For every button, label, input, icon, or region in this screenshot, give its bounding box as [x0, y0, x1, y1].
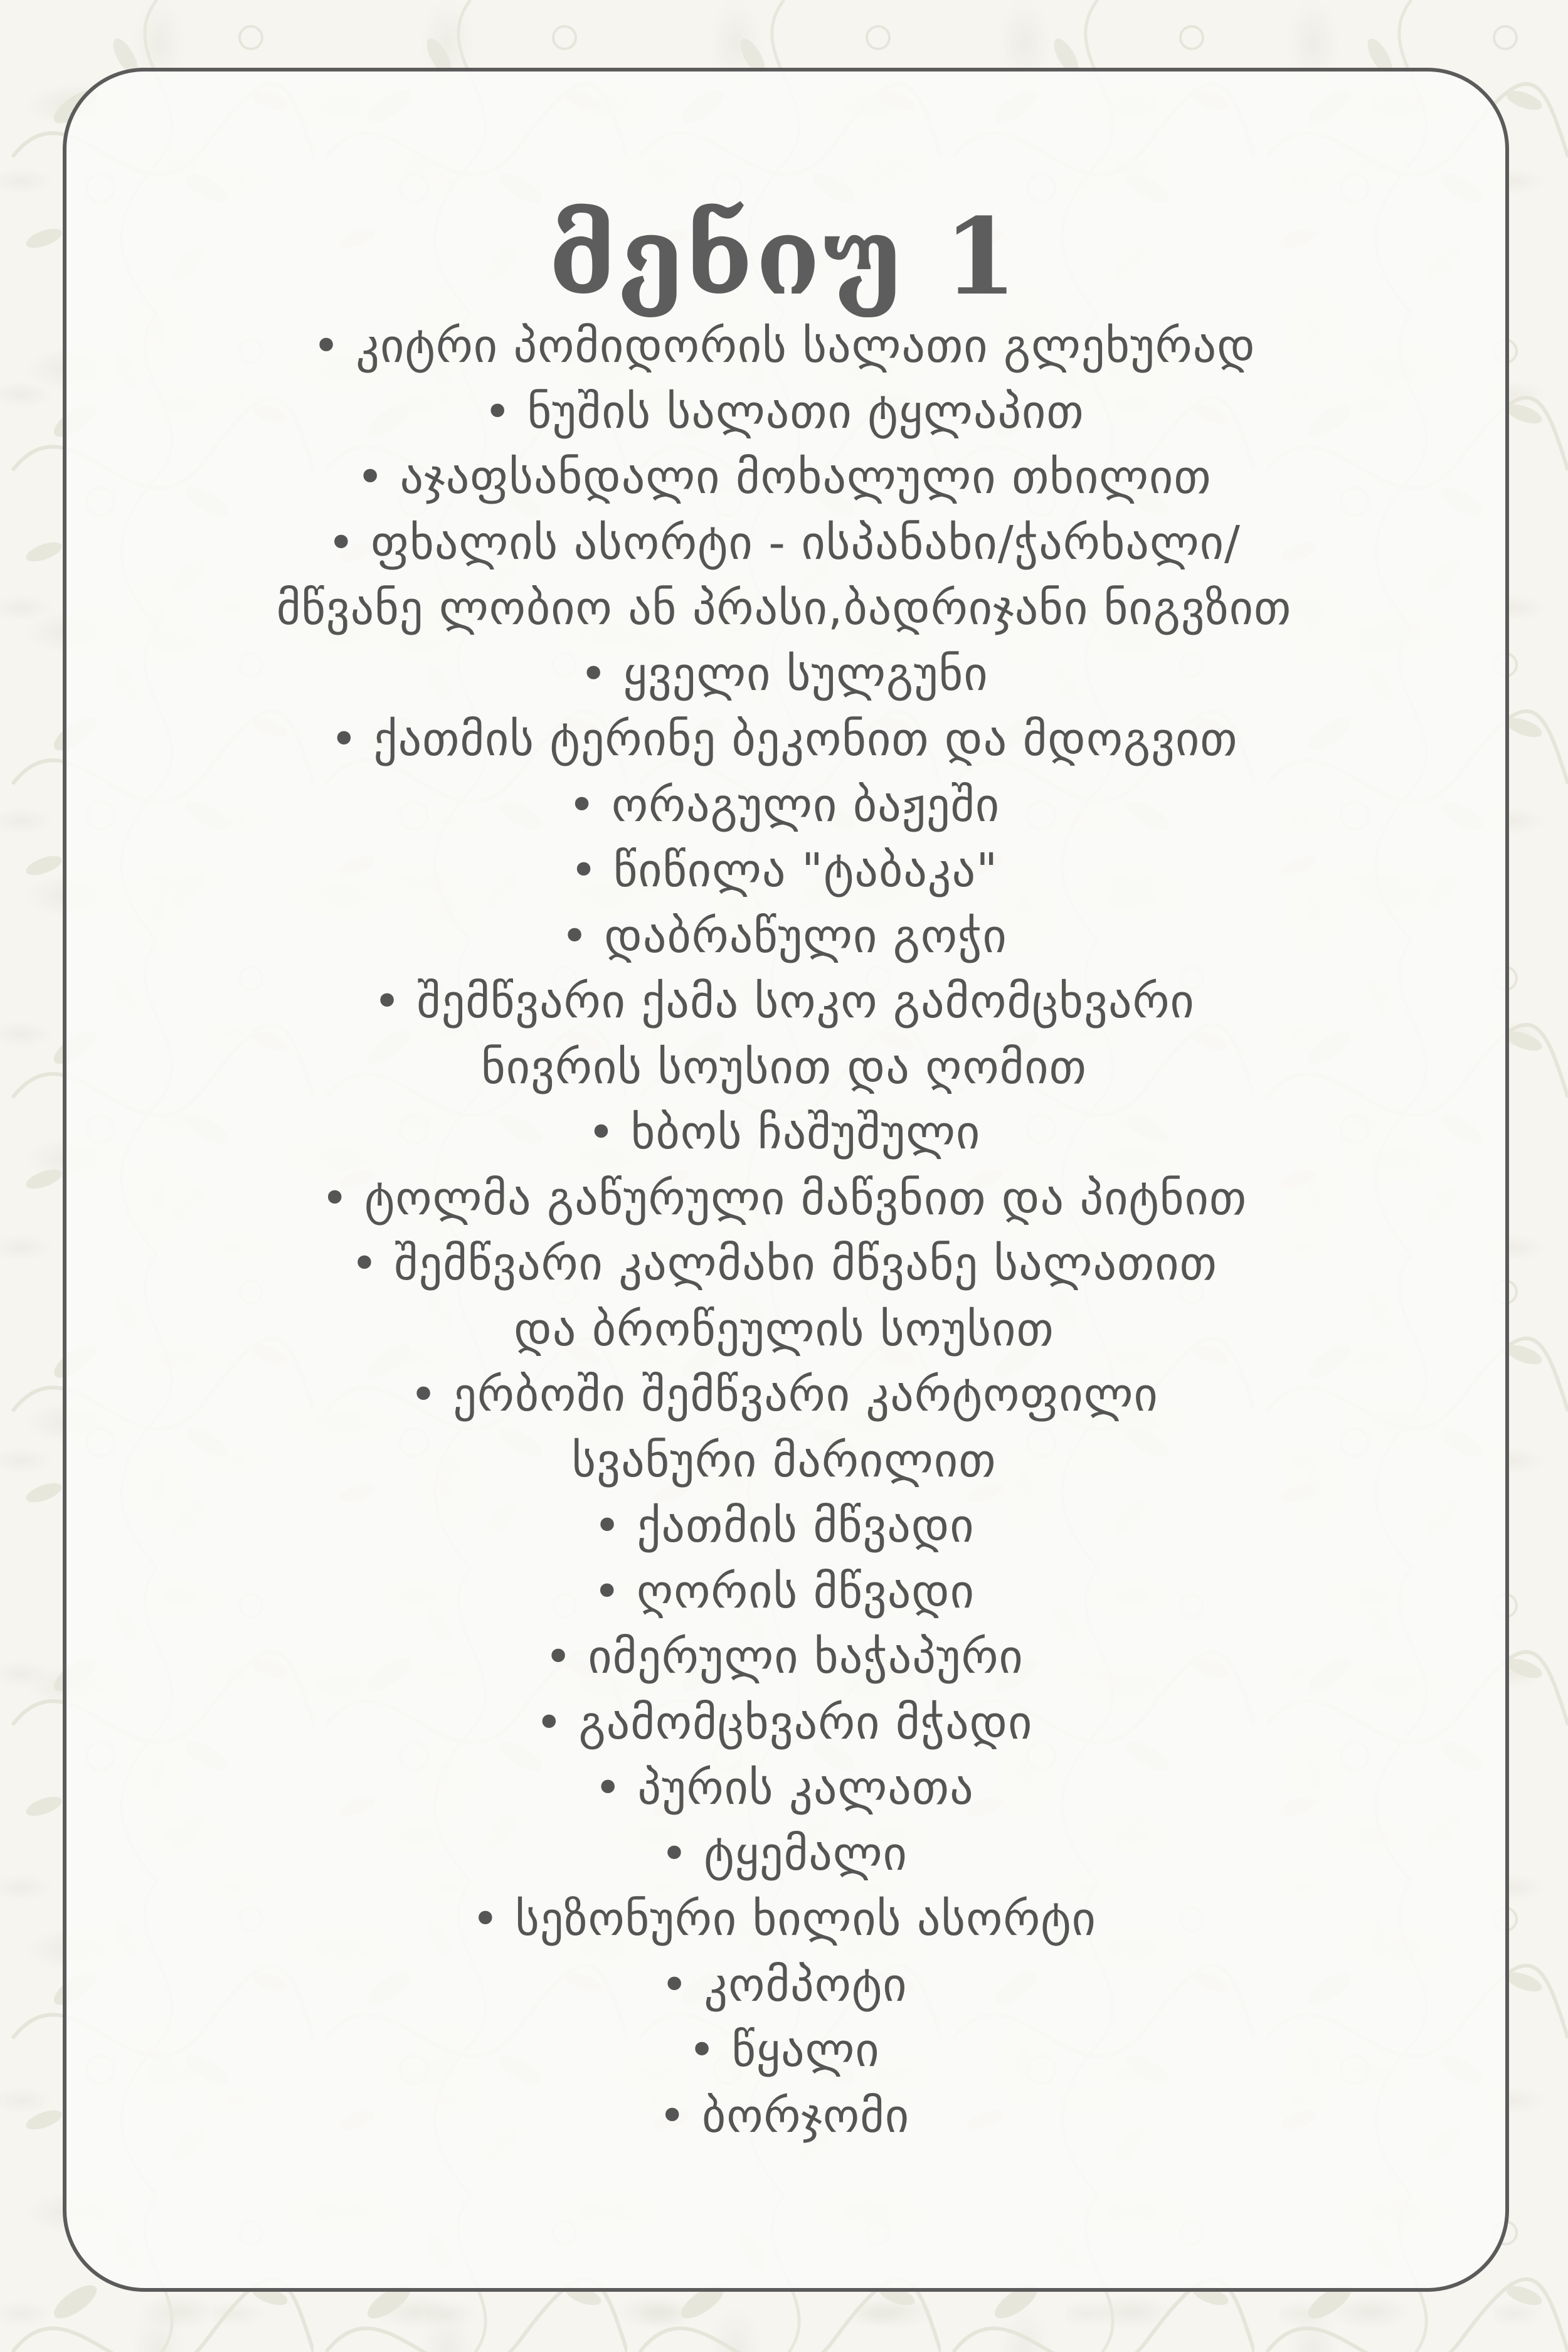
menu-item: • პურის კალათა — [594, 1761, 974, 1815]
menu-item-continuation: მწვანე ლობიო ან პრასი,ბადრიჯანი ნიგვზით — [276, 581, 1292, 635]
menu-item: • წყალი — [688, 2023, 880, 2077]
menu-item: • წიწილა "ტაბაკა" — [569, 844, 999, 898]
menu-item: • ქათმის ტერინე ბეკონით და მდოგვით — [330, 712, 1238, 766]
menu-item: • ორაგული ბაჟეში — [568, 778, 1000, 832]
menu-item: • შემწვარი ქამა სოკო გამომცხვარი — [373, 975, 1195, 1029]
menu-item: • სეზონური ხილის ასორტი — [472, 1892, 1096, 1946]
menu-item: • ქათმის მწვადი — [593, 1499, 975, 1553]
menu-item: • ნუშის სალათი ტყლაპით — [484, 384, 1084, 439]
menu-item: • დაბრაწული გოჭი — [561, 909, 1007, 963]
menu-item: • ხბოს ჩაშუშული — [587, 1106, 981, 1160]
menu-item: • კიტრი პომიდორის სალათი გლეხურად — [312, 319, 1256, 373]
menu-item: • ღორის მწვადი — [593, 1564, 975, 1619]
menu-item: • კომპოტი — [660, 1957, 908, 2012]
menu-item: • ერბოში შემწვარი კარტოფილი — [410, 1368, 1158, 1422]
menu-item: • ფხალის ასორტი - ისპანახი/ჭარხალი/ — [327, 516, 1241, 570]
menu-item: • ტოლმა გაწურული მაწვნით და პიტნით — [320, 1171, 1248, 1226]
menu-item: • ტყემალი — [660, 1826, 908, 1881]
menu-title: მენიუ 1 — [548, 194, 1020, 319]
menu-item-continuation: ნივრის სოუსით და ღომით — [481, 1040, 1087, 1094]
menu-item: • ყველი სულგუნი — [580, 647, 988, 701]
menu-item: • იმერული ხაჭაპური — [544, 1630, 1024, 1684]
menu-item: • შემწვარი კალმახი მწვანე სალათით — [351, 1237, 1217, 1291]
menu-list — [75, 314, 1493, 2149]
menu-item-continuation: და ბროწეულის სოუსით — [514, 1302, 1054, 1357]
menu-item: • გამომცხვარი მჭადი — [535, 1695, 1033, 1750]
menu-item: • ბორჯომი — [658, 2089, 910, 2143]
menu-item-continuation: სვანური მარილით — [571, 1433, 997, 1488]
menu-item: • აჯაფსანდალი მოხალული თხილით — [356, 450, 1212, 504]
